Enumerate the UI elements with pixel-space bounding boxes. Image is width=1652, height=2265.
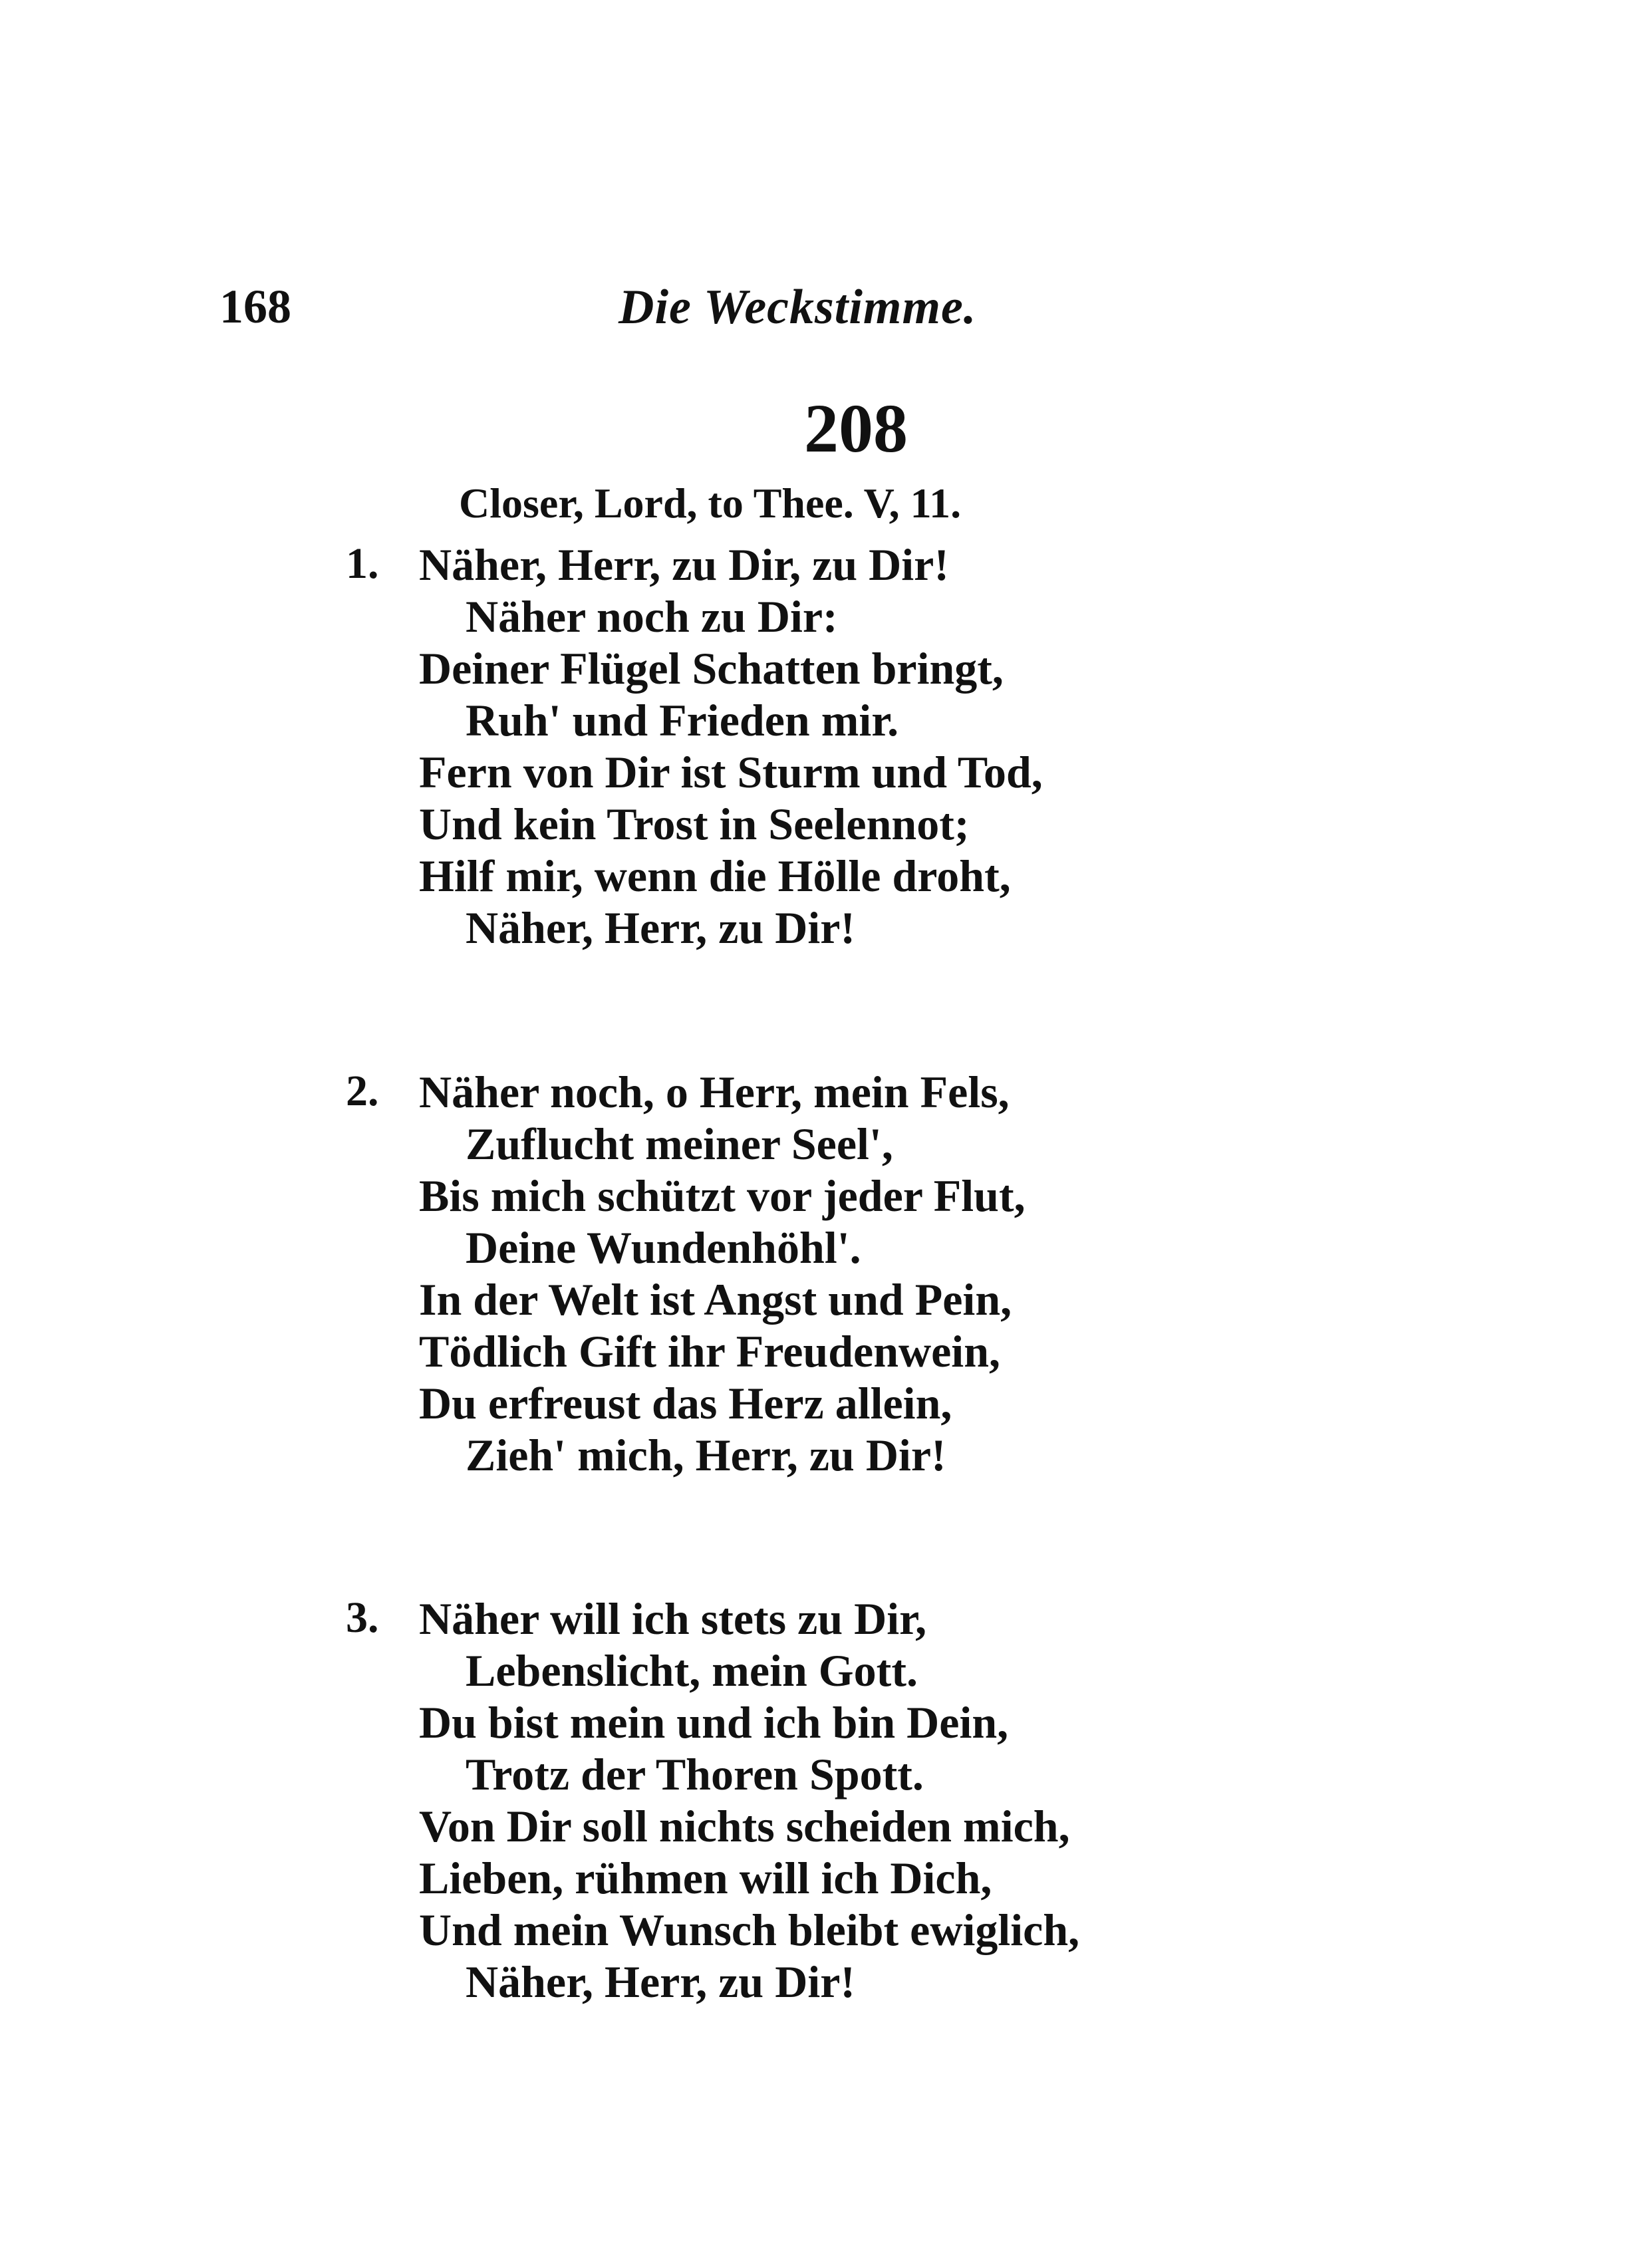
verse-line: Du erfreust das Herz allein, <box>419 1378 952 1428</box>
verse-line: Lieben, rühmen will ich Dich, <box>419 1853 992 1903</box>
verse-line: In der Welt ist Angst und Pein, <box>419 1274 1012 1325</box>
verse-line: Trotz der Thoren Spott. <box>466 1749 924 1799</box>
verse-line: Deine Wundenhöhl'. <box>466 1222 861 1273</box>
verse-line: Tödlich Gift ihr Freudenwein, <box>419 1326 1001 1377</box>
verse-line: Näher noch, o Herr, mein Fels, <box>419 1067 1010 1117</box>
page-number: 168 <box>219 280 291 333</box>
running-title: Die Weckstimme. <box>619 280 977 334</box>
hymn-number: 208 <box>804 390 908 467</box>
verse-line: Fern von Dir ist Sturm und Tod, <box>419 747 1043 797</box>
verse-line: Bis mich schützt vor jeder Flut, <box>419 1170 1026 1221</box>
verse-line: Ruh' und Frieden mir. <box>466 695 899 745</box>
verse-line: Von Dir soll nichts scheiden mich, <box>419 1801 1070 1851</box>
verse-line: Lebenslicht, mein Gott. <box>466 1645 918 1696</box>
verse-line: Zieh' mich, Herr, zu Dir! <box>466 1430 946 1480</box>
verse-number: 1. <box>346 539 379 588</box>
running-head <box>219 279 1091 339</box>
verse-line: Und kein Trost in Seelennot; <box>419 799 970 849</box>
verse-line: Näher noch zu Dir: <box>466 591 838 642</box>
verse-line: Und mein Wunsch bleibt ewiglich, <box>419 1905 1080 1955</box>
verse-line: Du bist mein und ich bin Dein, <box>419 1697 1009 1748</box>
verse-line: Zuflucht meiner Seel', <box>466 1119 893 1169</box>
hymn-tune: Closer, Lord, to Thee. V, 11. <box>459 479 962 527</box>
verse-line: Näher, Herr, zu Dir! <box>466 1956 856 2007</box>
verse-line: Näher, Herr, zu Dir, zu Dir! <box>419 539 950 590</box>
verse-line: Hilf mir, wenn die Hölle droht, <box>419 851 1011 901</box>
verse-line: Näher will ich stets zu Dir, <box>419 1593 927 1644</box>
verse-number: 2. <box>346 1067 379 1115</box>
verse-line: Deiner Flügel Schatten bringt, <box>419 643 1004 694</box>
verse-line: Näher, Herr, zu Dir! <box>466 902 856 953</box>
verse-number: 3. <box>346 1593 379 1642</box>
